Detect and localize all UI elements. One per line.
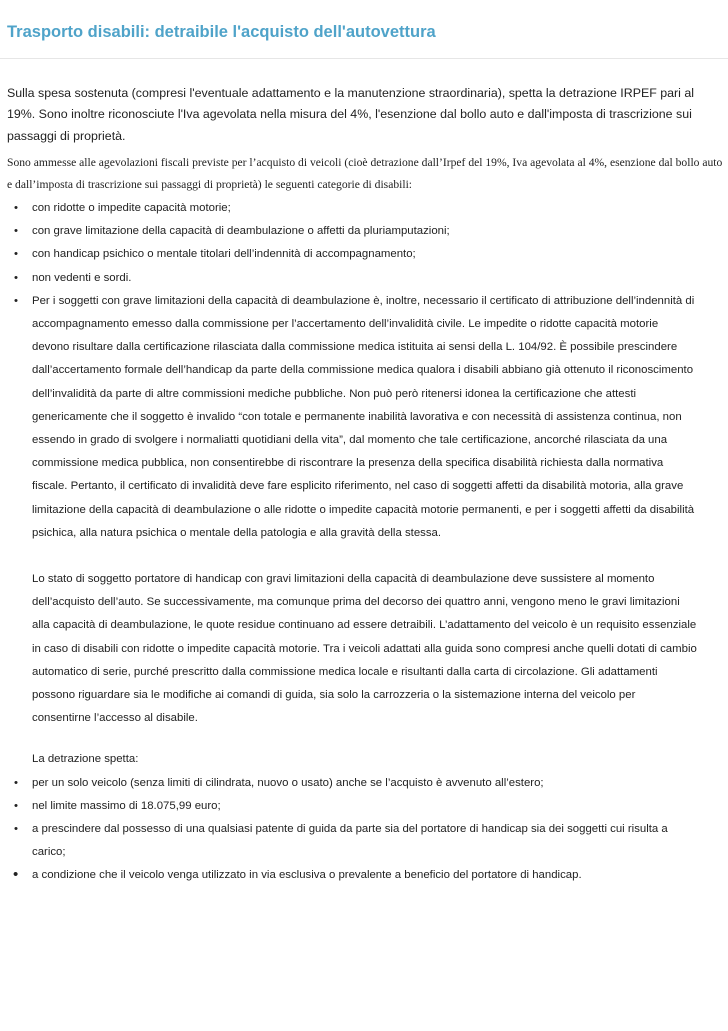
intro-paragraph: Sulla spesa sostenuta (compresi l'eventuale adattamento e la manutenzione straordinaria), spetta la detrazione IRPEF pari al 19%. Sono inoltre riconosciute l'Iva agevolata nella misura del 4%, l'esenzione dal bollo auto e dall'imposta di trascrizione sui passaggi di proprietà. [7, 86, 694, 143]
categories-list [7, 197, 697, 545]
list-item [7, 864, 697, 887]
list-item-text: non vedenti e sordi. [32, 271, 132, 284]
list-item-text: con handicap psichico o mentale titolari dell’indennità di accompagnamento; [32, 248, 416, 261]
bullet-icon: • [14, 799, 18, 812]
list-item-text: con ridotte o impedite capacità motorie; [32, 202, 231, 214]
list-item [7, 197, 697, 220]
article-title: Trasporto disabili: detraibile l'acquisto dell'autovettura [7, 23, 436, 41]
list-item-text: a prescindere dal possesso di una qualsiasi patente di guida da parte sia del portatore di handicap sia dei soggetti cui risulta a carico; [32, 823, 668, 859]
spacer [7, 730, 697, 748]
title-divider [0, 58, 728, 59]
list-item [7, 290, 697, 545]
list-item [7, 267, 697, 290]
bullet-icon: • [14, 225, 18, 238]
list-item-text: con grave limitazione della capacità di deambulazione o affetti da pluriamputazioni; [32, 225, 450, 238]
list-item [7, 220, 697, 243]
handicap-paragraph: Lo stato di soggetto portatore di handicap con gravi limitazioni della capacità di deambulazione deve sussistere al momento dell’acquisto dell’auto. Se successivamente, ma comunque prima del decorso dei quattro anni, vengono meno le gravi limitazioni alla capacità di deambulazione, le quote residue continuano ad essere detraibili. L’adattamento del veicolo è un requisito essenziale in caso di disabili con ridotte o impedite capacità motorie. Tra i veicoli adattati alla guida sono compresi anche quelli dotati di cambio automatico di serie, purché prescritto dalla commissione medica locale e risultanti dalla carta di circolazione. Gli adattamenti possono riguardare sia le modifiche ai comandi di guida, sia solo la carrozzeria o la sistemazione interna del veicolo per consentirne l’accesso al disabile. [32, 573, 697, 725]
list-item [7, 243, 697, 266]
bullet-icon: • [14, 294, 18, 307]
list-item [7, 772, 697, 795]
detrazione-heading: La detrazione spetta: [32, 753, 139, 766]
conditions-list [7, 772, 697, 888]
list-item [7, 818, 697, 864]
bullet-icon: • [14, 271, 18, 284]
categories-intro-paragraph: Sono ammesse alle agevolazioni fiscali previste per l’acquisto di veicoli (cioè detrazione dall’Irpef del 19%, Iva agevolata al 4%, esenzione dal bollo auto e dall’imposta di trascrizione sui passaggi di proprietà) le seguenti categorie di disabili: [7, 156, 723, 191]
article-body [7, 197, 697, 888]
list-item-text: a condizione che il veicolo venga utilizzato in via esclusiva o prevalente a beneficio del portatore di handicap. [32, 869, 582, 882]
list-item [7, 795, 697, 818]
bullet-icon: • [14, 823, 18, 836]
list-item-text: Per i soggetti con grave limitazioni della capacità di deambulazione è, inoltre, necessario il certificato di attribuzione dell’indennità di accompagnamento emesso dalla commissione per l’accertamento dell’invalidità civile. Le impedite o ridotte capacità motorie devono risultare dalla certificazione rilasciata dalla commissione medica istituita ai sensi della L. 104/92. È possibile prescindere dall’accertamento formale dell’handicap da parte della commissione medica qualora i disabili abbiano già ottenuto il riconoscimento dell’invalidità da parte di altre commissioni mediche pubbliche. Non può però ritenersi idonea la certificazione che attesti genericamente che il soggetto è invalido “con totale e permanente inabilità lavorativa e con necessità di assistenza continua, non essendo in grado di svolgere i normaliatti quotidiani della vita”, dal momento che tale certificazione, ancorché rilasciata da una commissione medica pubblica, non consentirebbe di riscontrare la presenza della specifica disabilità richiesta dalla normativa fiscale. Pertanto, il certificato di invalidità deve fare esplicito riferimento, nel caso di soggetti affetti da disabilità motoria, alla grave limitazione della capacità di deambulazione o alle ridotte o impedite capacità motorie permanenti, e per i soggetti affetti da disabilità psichica, alla natura psichica o mentale della patologia e alla gravità della stessa. [32, 294, 695, 539]
bullet-icon: • [14, 776, 18, 789]
bullet-icon: • [14, 202, 18, 214]
bullet-icon: • [13, 866, 19, 884]
bullet-icon: • [14, 248, 18, 261]
spacer [7, 545, 697, 568]
list-item-text: per un solo veicolo (senza limiti di cilindrata, nuovo o usato) anche se l’acquisto è avvenuto all’estero; [32, 776, 544, 789]
list-item-text: nel limite massimo di 18.075,99 euro; [32, 799, 221, 812]
